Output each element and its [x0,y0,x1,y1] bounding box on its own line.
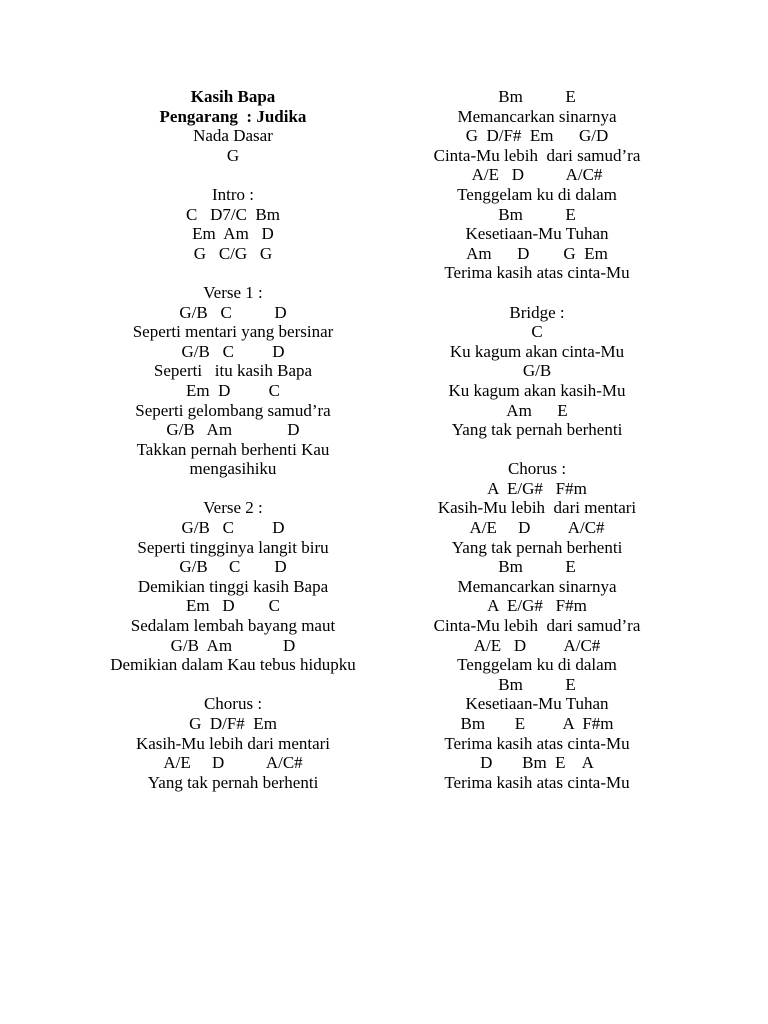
chord-line: Bm E [498,557,576,577]
lyric-line: Ku kagum akan kasih-Mu [448,380,626,400]
lyric-line: Cinta-Mu lebih dari samud’ra [433,145,641,165]
blank-line [53,675,413,695]
blank-line [377,440,697,460]
lyric-line: Tenggelam ku di dalam [457,655,617,675]
chord-line: G/B C D [179,302,287,322]
lyric-line: Demikian tinggi kasih Bapa [137,576,329,596]
chord-line: Em D C [186,596,280,616]
section-heading: Chorus : [203,694,263,714]
chord-line: A/E D A/C# [163,753,303,773]
lyric-line: Terima kasih atas cinta-Mu [444,772,630,792]
right-column [377,87,697,792]
chord-line: A/E D A/C# [473,635,601,655]
section-heading: Intro : [211,184,255,204]
blank-line [53,263,413,283]
lyric-line: Kesetiaan-Mu Tuhan [465,224,609,244]
blank-line [53,165,413,185]
chord-line: G/B C D [179,557,287,577]
blank-line [377,283,697,303]
text-line: Nada Dasar [193,126,273,146]
lyric-line: Kasih-Mu lebih dari mentari [437,498,637,518]
section-heading: Verse 2 : [203,498,263,518]
lyric-line: Yang tak pernah berhenti [451,537,623,557]
song-title: Kasih Bapa [190,87,276,106]
section-heading: Bridge : [509,302,565,322]
chord-line: Bm E [498,674,576,694]
lyric-line: Seperti mentari yang bersinar [132,322,334,342]
chord-line: D Bm E A [480,753,594,773]
chord-line: Am E [506,400,568,420]
chord-line: C D7/C Bm [186,204,280,224]
chord-line: Em Am D [192,224,274,244]
chord-line: G/B Am D [166,420,300,440]
chord-line: C [531,322,543,342]
chord-line: G D/F# Em [189,714,277,733]
chord-line: A/E D A/C# [471,165,603,185]
lyric-line: Takkan pernah berhenti Kau [136,439,330,459]
lyric-line: Terima kasih atas cinta-Mu [444,733,630,753]
left-column [53,87,413,792]
lyric-line: Memancarkan sinarnya [457,106,617,126]
lyric-line: Seperti gelombang samud’ra [135,400,331,420]
lyric-line: Terima kasih atas cinta-Mu [444,263,630,283]
section-heading: Verse 1 : [203,282,263,302]
chord-line: A E/G# F#m [487,478,587,498]
lyric-line: Yang tak pernah berhenti [451,420,623,440]
chord-line: A/E D A/C# [469,518,605,538]
chord-line: Bm E A F#m [460,714,614,733]
chord-line: G [226,145,240,165]
lyric-line: Seperti itu kasih Bapa [153,361,313,381]
lyric-line: Ku kagum akan cinta-Mu [449,341,625,361]
lyric-line: Tenggelam ku di dalam [457,184,617,204]
lyric-line: Cinta-Mu lebih dari samud’ra [433,616,641,636]
lyric-line: Yang tak pernah berhenti [147,772,319,792]
chord-line: G/B C D [181,341,285,361]
lyric-line: Sedalam lembah bayang maut [130,616,336,636]
lyric-line: Kasih-Mu lebih dari mentari [135,733,331,753]
blank-line [53,479,413,499]
lyric-line: Kesetiaan-Mu Tuhan [465,694,609,714]
chord-line: G/B [522,361,552,381]
lyric-line: Demikian dalam Kau tebus hidupku [110,655,356,675]
chord-line: Bm E [498,204,576,224]
chord-line: G/B Am D [170,635,296,655]
song-author: Pengarang : Judika [159,106,307,126]
chord-line: G C/G G [193,243,273,263]
lyric-line: mengasihiku [189,459,277,479]
chord-line: Em D C [186,380,280,400]
chord-line: G D/F# Em G/D [465,126,609,146]
section-heading: Chorus : [507,459,567,479]
chord-line: Bm E [498,87,576,106]
chord-line: A E/G# F#m [487,596,587,616]
lyric-line: Memancarkan sinarnya [457,576,617,596]
chord-line: G/B C D [181,518,285,538]
lyric-line: Seperti tingginya langit biru [137,537,329,557]
chord-line: Am D G Em [466,243,608,263]
